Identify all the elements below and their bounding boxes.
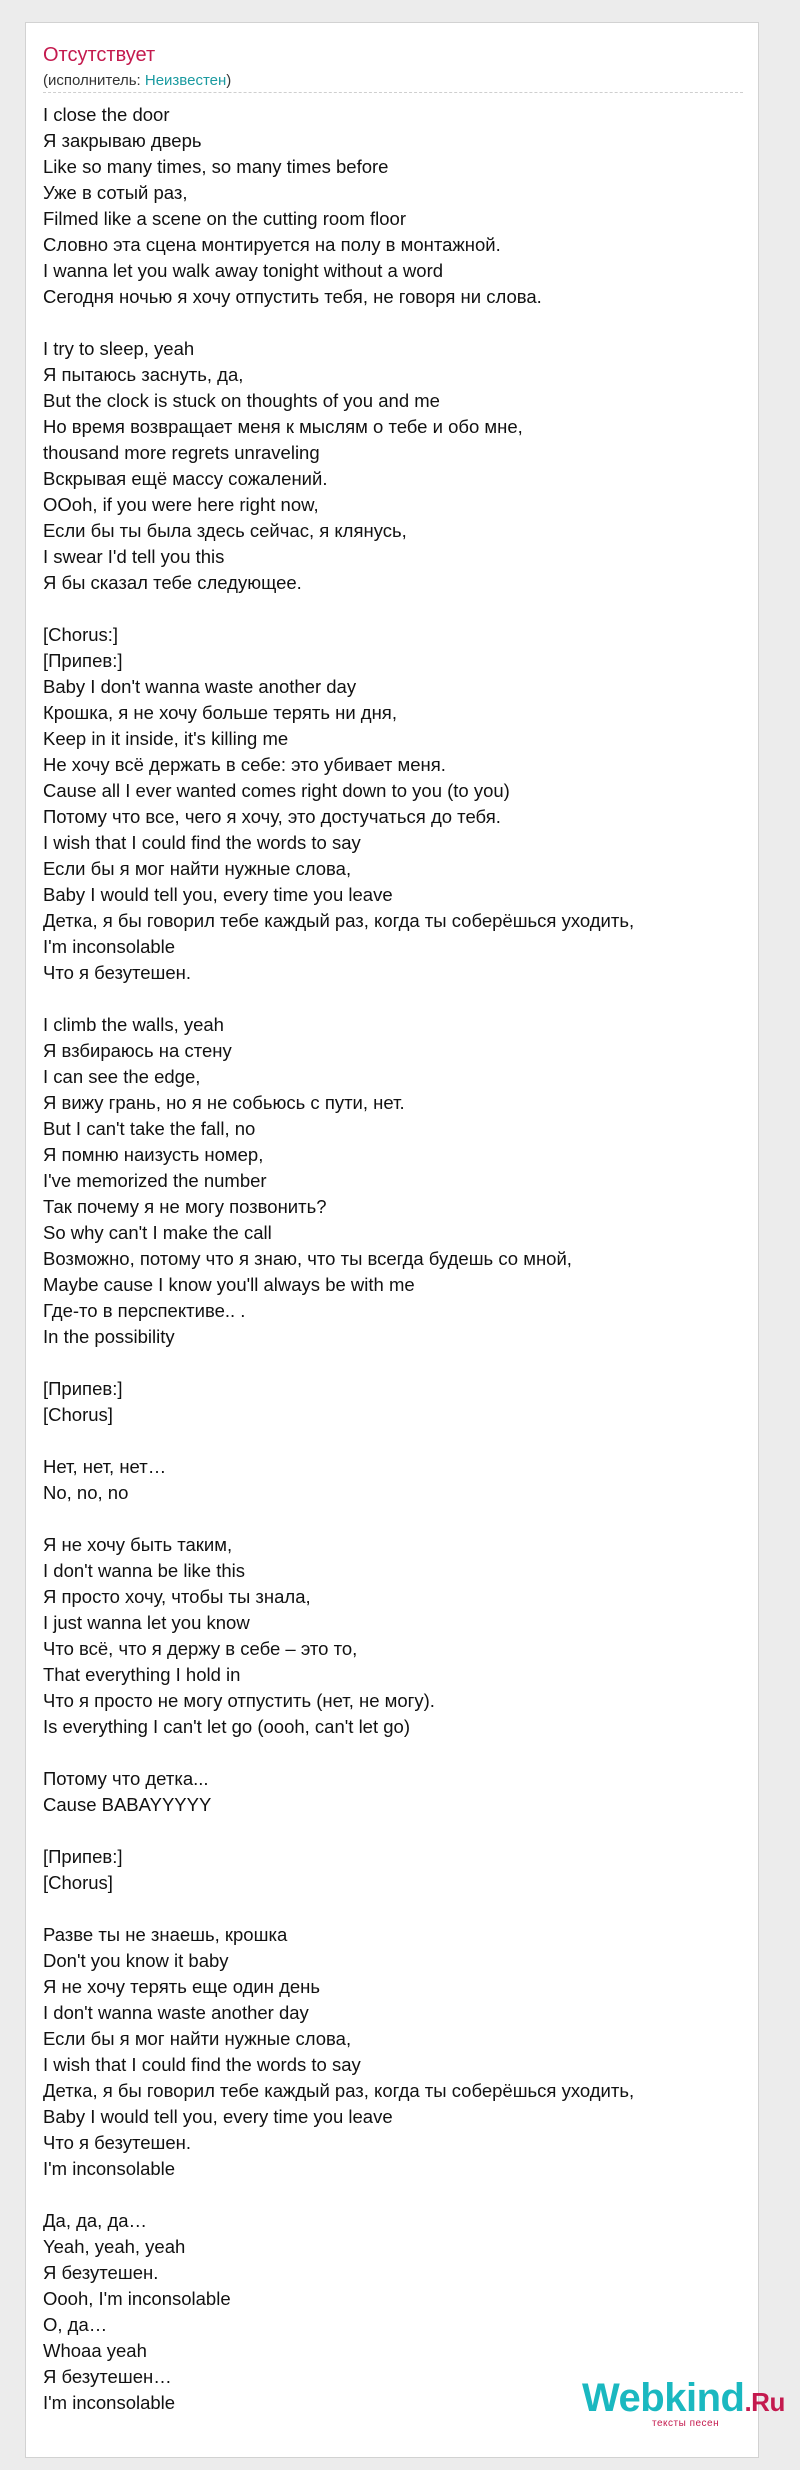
lyric-line: Filmed like a scene on the cutting room floor	[43, 208, 406, 229]
lyric-line: But I can't take the fall, no	[43, 1118, 256, 1139]
lyric-line: I don't wanna be like this	[43, 1560, 246, 1581]
stanza-gap	[43, 1428, 753, 1454]
lyric-line: Так почему я не могу позвонить?	[43, 1196, 327, 1217]
lyric-line: I wanna let you walk away tonight without a word	[43, 260, 444, 281]
lyric-line: Baby I would tell you, every time you leave	[43, 884, 393, 905]
byline-prefix: (исполнитель:	[43, 72, 145, 89]
logo-tld: .Ru	[744, 2387, 785, 2417]
lyric-line: Что всё, что я держу в себе – это то,	[43, 1638, 358, 1659]
lyric-line: Где-то в перспективе.. .	[43, 1300, 246, 1321]
lyric-line: Если бы я мог найти нужные слова,	[43, 2028, 352, 2049]
lyric-line: Я взбираюсь на стену	[43, 1040, 232, 1061]
lyric-line: Словно эта сцена монтируется на полу в монтажной.	[43, 234, 501, 255]
lyric-line: Возможно, потому что я знаю, что ты всегда будешь со мной,	[43, 1248, 572, 1269]
lyric-line: Но время возвращает меня к мыслям о тебе и обо мне,	[43, 416, 523, 437]
lyric-line: Я безутешен…	[43, 2366, 172, 2387]
lyric-line: [Припев:]	[43, 650, 123, 671]
lyric-line: Cause all I ever wanted comes right down to you (to you)	[43, 780, 510, 801]
lyric-line: In the possibility	[43, 1326, 175, 1347]
lyric-line: Don't you know it baby	[43, 1950, 229, 1971]
lyric-line: [Припев:]	[43, 1378, 123, 1399]
lyric-line: Я закрываю дверь	[43, 130, 202, 151]
lyric-line: I swear I'd tell you this	[43, 546, 225, 567]
lyric-line: Детка, я бы говорил тебе каждый раз, когда ты соберёшься уходить,	[43, 2080, 635, 2101]
byline-suffix: )	[226, 72, 232, 89]
lyric-line: Keep in it inside, it's killing me	[43, 728, 289, 749]
lyric-line: Если бы я мог найти нужные слова,	[43, 858, 352, 879]
lyric-line: I've memorized the number	[43, 1170, 267, 1191]
song-title: Отсутствует	[43, 44, 156, 66]
lyric-line: I just wanna let you know	[43, 1612, 250, 1633]
lyric-line: Like so many times, so many times before	[43, 156, 389, 177]
stanza-gap	[43, 310, 753, 336]
logo-wordmark	[582, 2377, 785, 2423]
lyric-line: [Припев:]	[43, 1846, 123, 1867]
lyric-line: Я помню наизусть номер,	[43, 1144, 264, 1165]
lyric-line: Я не хочу терять еще один день	[43, 1976, 321, 1997]
stanza-gap	[43, 1506, 753, 1532]
lyric-line: Whoaa yeah	[43, 2340, 147, 2361]
lyric-line: Я бы сказал тебе следующее.	[43, 572, 302, 593]
lyric-line: Если бы ты была здесь сейчас, я клянусь,	[43, 520, 407, 541]
lyric-line: Вскрывая ещё массу сожалений.	[43, 468, 328, 489]
lyric-line: Is everything I can't let go (oooh, can't let go)	[43, 1716, 410, 1737]
lyric-line: I climb the walls, yeah	[43, 1014, 224, 1035]
lyric-line: Я пытаюсь заснуть, да,	[43, 364, 244, 385]
lyric-line: I can see the edge,	[43, 1066, 201, 1087]
lyrics-card	[25, 22, 785, 2458]
lyric-line: О, да…	[43, 2314, 108, 2335]
lyric-line: Что я безутешен.	[43, 962, 192, 983]
header-divider	[43, 92, 743, 93]
stanza-gap	[43, 1350, 753, 1376]
lyric-line: No, no, no	[43, 1482, 129, 1503]
lyric-line: thousand more regrets unraveling	[43, 442, 320, 463]
lyric-line: Я не хочу быть таким,	[43, 1534, 233, 1555]
lyric-line: I wish that I could find the words to say	[43, 2054, 361, 2075]
lyric-line: Детка, я бы говорил тебе каждый раз, когда ты соберёшься уходить,	[43, 910, 635, 931]
lyric-line: Что я просто не могу отпустить (нет, не могу).	[43, 1690, 435, 1711]
lyric-line: Сегодня ночью я хочу отпустить тебя, не говоря ни слова.	[43, 286, 542, 307]
lyric-line: Нет, нет, нет…	[43, 1456, 167, 1477]
stanza-gap	[43, 596, 753, 622]
lyric-line: Не хочу всё держать в себе: это убивает меня.	[43, 754, 446, 775]
lyric-line: I wish that I could find the words to say	[43, 832, 361, 853]
lyric-line: Oooh, I'm inconsolable	[43, 2288, 231, 2309]
lyric-line: Разве ты не знаешь, крошка	[43, 1924, 288, 1945]
lyric-line: Потому что все, чего я хочу, это достучаться до тебя.	[43, 806, 501, 827]
stanza-gap	[43, 1896, 753, 1922]
lyric-line: Я безутешен.	[43, 2262, 159, 2283]
stanza-gap	[43, 2182, 753, 2208]
lyric-line: Я вижу грань, но я не собьюсь с пути, нет.	[43, 1092, 405, 1113]
lyric-line: Да, да, да…	[43, 2210, 148, 2231]
lyric-line: So why can't I make the call	[43, 1222, 272, 1243]
lyric-line: That everything I hold in	[43, 1664, 241, 1685]
stanza-gap	[43, 986, 753, 1012]
logo-tagline: тексты песен	[652, 2418, 720, 2429]
artist-byline	[43, 72, 231, 90]
lyric-line: Cause BABAYYYYY	[43, 1794, 212, 1815]
lyric-line: Maybe cause I know you'll always be with me	[43, 1274, 415, 1295]
lyrics-text	[43, 102, 753, 2416]
lyric-line: [Chorus]	[43, 1404, 113, 1425]
lyric-line: [Chorus]	[43, 1872, 113, 1893]
stanza-gap	[43, 1818, 753, 1844]
lyric-line: Baby I would tell you, every time you leave	[43, 2106, 393, 2127]
webkind-logo[interactable]	[582, 2376, 785, 2429]
lyric-line: I'm inconsolable	[43, 936, 176, 957]
lyric-line: I don't wanna waste another day	[43, 2002, 309, 2023]
lyric-line: Крошка, я не хочу больше терять ни дня,	[43, 702, 397, 723]
lyric-line: Что я безутешен.	[43, 2132, 192, 2153]
lyric-line: I'm inconsolable	[43, 2158, 176, 2179]
lyric-line: OOoh, if you were here right now,	[43, 494, 319, 515]
lyric-line: Baby I don't wanna waste another day	[43, 676, 357, 697]
lyric-line: Потому что детка...	[43, 1768, 209, 1789]
lyric-line: I close the door	[43, 104, 170, 125]
artist-link[interactable]: Неизвестен	[144, 72, 227, 89]
lyric-line: Я просто хочу, чтобы ты знала,	[43, 1586, 311, 1607]
lyric-line: Уже в сотый раз,	[43, 182, 188, 203]
logo-name: Webkind	[582, 2376, 745, 2420]
lyric-line: I'm inconsolable	[43, 2392, 176, 2413]
lyric-line: Yeah, yeah, yeah	[43, 2236, 186, 2257]
stanza-gap	[43, 1740, 753, 1766]
lyric-line: But the clock is stuck on thoughts of you and me	[43, 390, 440, 411]
lyric-line: [Chorus:]	[43, 624, 119, 645]
lyric-line: I try to sleep, yeah	[43, 338, 195, 359]
